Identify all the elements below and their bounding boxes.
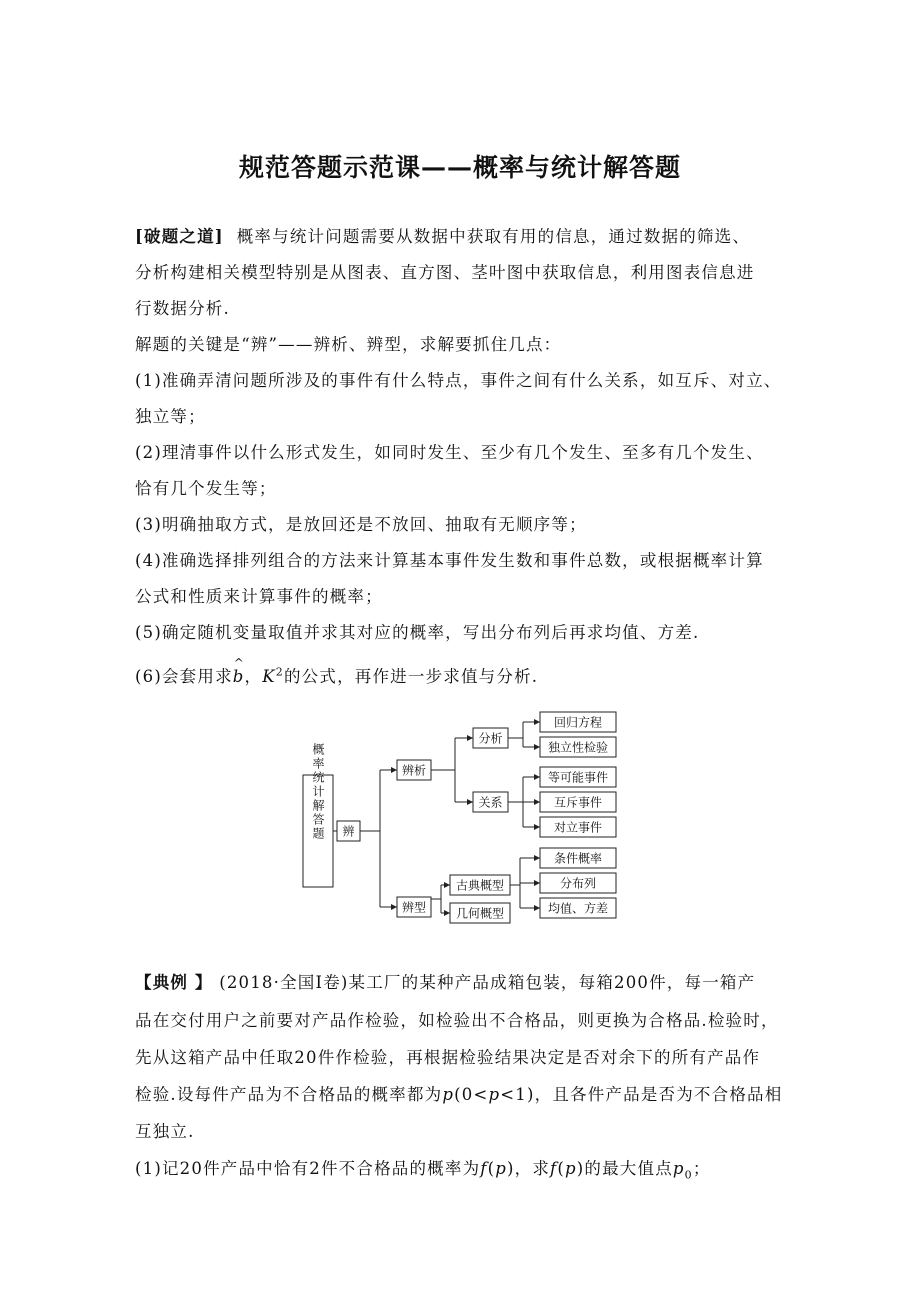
arrow <box>534 855 540 861</box>
item-3: (3)明确抽取方式，是放回还是不放回、抽取有无顺序等； <box>135 515 587 534</box>
example-line-5: 互独立. <box>135 1122 195 1141</box>
example-text: (2018·全国Ⅰ卷)某工厂的某种产品成箱包装，每箱200件，每一箱产 <box>219 973 756 992</box>
bian-label: 辨 <box>342 824 355 839</box>
question-1: (1)记20件产品中恰有2件不合格品的概率为f(p)，求f(p)的最大值点$p_0$； <box>135 1159 711 1182</box>
arrow <box>534 799 540 805</box>
bianxi-label: 辨析 <box>401 763 427 778</box>
item-5: (5)确定随机变量取值并求其对应的概率，写出分布列后再求均值、方差. <box>135 623 700 642</box>
item-1-line-1: (1)准确弄清问题所涉及的事件有什么特点，事件之间有什么关系，如互斥、对立、 <box>135 371 782 390</box>
huchi-label: 互斥事件 <box>553 795 603 810</box>
fenxi-label: 分析 <box>478 731 503 746</box>
example-line-2: 品在交付用户之前要对产品作检验，如检验出不合格品，则更换为合格品.检验时， <box>135 1011 779 1030</box>
b-hat: ^ b <box>232 656 246 686</box>
tiaojian-label: 条件概率 <box>553 851 603 866</box>
arrow <box>534 719 540 725</box>
key-point-intro: 解题的关键是“辨”——辨析、辨型，求解要抓住几点： <box>135 335 562 354</box>
item-4-line-1: (4)准确选择排列组合的方法来计算基本事件发生数和事件总数，或根据概率计算 <box>135 551 764 570</box>
example-line-3: 先从这箱产品中任取20件作检验，再根据检验结果决定是否对余下的所有产品作 <box>135 1048 761 1067</box>
arrow <box>444 910 450 916</box>
junzhi-label: 均值、方差 <box>547 901 609 916</box>
guanxi-label: 关系 <box>478 795 503 810</box>
intro-label: [破题之道] <box>135 227 224 246</box>
example-label: 【典例 】 <box>135 973 213 992</box>
item-2-line-2: 恰有几个发生等； <box>135 479 277 498</box>
item-4-line-2: 公式和性质来计算事件的概率； <box>135 587 383 606</box>
fenbulie-label: 分布列 <box>559 876 597 891</box>
intro-line-3: 行数据分析. <box>135 299 230 318</box>
huigui-label: 回归方程 <box>553 715 603 730</box>
arrow <box>534 744 540 750</box>
intro-line-1 <box>135 226 795 248</box>
item-6-prefix: (6)会套用求 <box>135 667 233 686</box>
arrow <box>444 882 450 888</box>
intro-line-2: 分析构建相关模型特别是从图表、直方图、茎叶图中获取信息，利用图表信息进 <box>135 263 755 282</box>
arrow <box>534 824 540 830</box>
intro-text: 概率与统计问题需要从数据中获取有用的信息，通过数据的筛选、 <box>236 227 751 246</box>
root-label: 概率统计解答题 <box>311 743 325 841</box>
item-6: (6)会套用求 ^ b，$K^2$的公式，再作进一步求值与分析. <box>135 656 539 686</box>
arrow <box>391 904 397 910</box>
example-line-1 <box>135 972 795 994</box>
arrow <box>467 799 473 805</box>
flow-diagram <box>295 708 630 928</box>
k-symbol: K <box>262 667 276 686</box>
arrow <box>467 735 473 741</box>
arrow <box>534 774 540 780</box>
item-1-line-2: 独立等； <box>135 407 206 426</box>
arrow <box>391 767 397 773</box>
dengkeneng-label: 等可能事件 <box>547 770 609 785</box>
arrow <box>534 905 540 911</box>
arrow <box>534 880 540 886</box>
gudian-label: 古典概型 <box>455 878 505 893</box>
item-2-line-1: (2)理清事件以什么形式发生，如同时发生、至少有几个发生、至多有几个发生、 <box>135 443 764 462</box>
page-title: 规范答题示范课——概率与统计解答题 <box>238 153 681 182</box>
example-line-4: 检验.设每件产品为不合格品的概率都为p(0<p<1)，且各件产品是否为不合格品相 <box>135 1085 783 1104</box>
jihe-label: 几何概型 <box>455 906 505 921</box>
bianxing-label: 辨型 <box>401 900 427 915</box>
duili-label: 对立事件 <box>553 820 603 835</box>
duli-label: 独立性检验 <box>547 740 609 755</box>
